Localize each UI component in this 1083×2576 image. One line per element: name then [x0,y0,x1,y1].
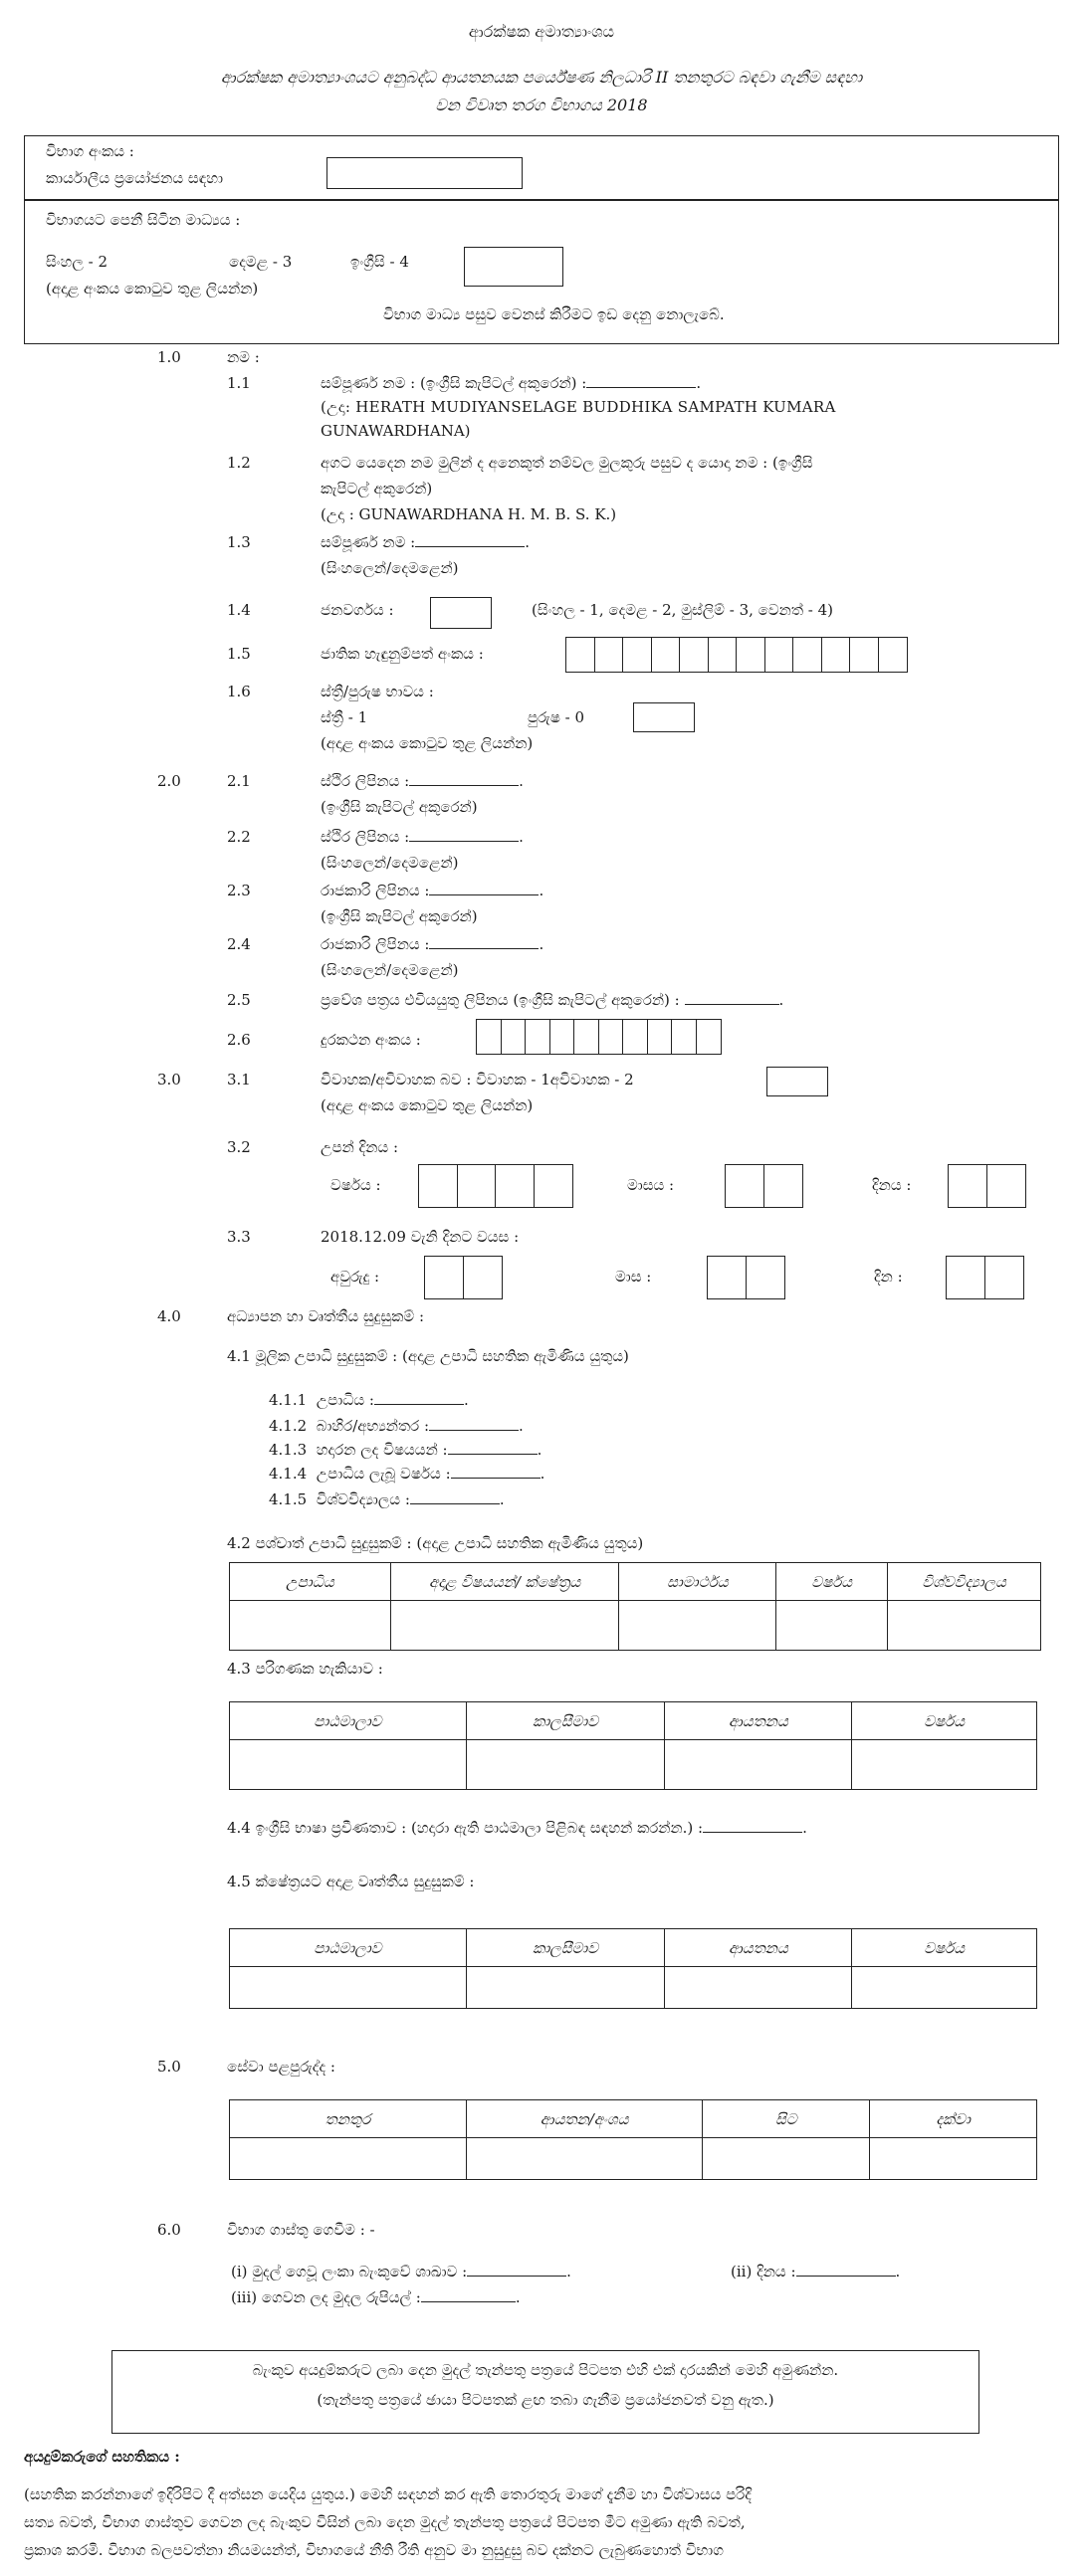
s2-1-label-row: ස්ථිර ලිපිනය : . [321,772,524,790]
s4-4-label: 4.4 ඉංග්‍රීසි භාෂා ප්‍රවීණතාව : (හදාරා ඇති පාඨමාලා පිළිබඳ සඳහන් කරන්න.) : [227,1819,704,1837]
table-cell[interactable] [665,1740,852,1790]
s1-4-number: 1.4 [227,601,251,619]
age-months-label: මාස : [615,1268,652,1286]
exam-title-line2: වන විවෘත තරග විභාගය 2018 [435,96,648,114]
pg-col-subjects: අදාළ විෂයයන්/ ක්ෂේත්‍රය [390,1563,619,1601]
dob-year-cell[interactable] [457,1164,497,1208]
s6-i-row: (i) මුදල් ගෙවූ ලංකා බැංකුවේ ශාඛාව : . [231,2263,571,2280]
s4-1-5-label: විශ්වවිද්‍යාලය : [316,1490,410,1508]
s2-1-number: 2.1 [227,772,251,790]
phone-cell[interactable] [696,1019,722,1055]
age-years-cell[interactable] [424,1256,464,1299]
s6-ii-row: (ii) දිනය : . [731,2263,901,2280]
age-years-label: අවුරුදු : [330,1268,380,1286]
nic-cell[interactable] [849,637,879,673]
phone-cell[interactable] [525,1019,550,1055]
ministry-title: ආරක්ෂක අමාත්‍යාංශය [468,22,615,41]
table-cell[interactable] [852,1740,1037,1790]
s6-i-label: (i) මුදල් ගෙවූ ලංකා බැංකුවේ ශාඛාව : [231,2263,468,2280]
s4-1-5-field[interactable] [410,1503,500,1504]
dob-day-cell[interactable] [948,1164,987,1208]
medium-note: විභාග මාධ්‍ය පසුව වෙනස් කිරීමට ඉඩ දෙනු නොලැබේ. [383,305,725,323]
certificate-line3: ප්‍රකාශ කරමි. විභාග බලපවත්නා නියමයන්ත්, විභාගයේ නීති රීති අනුව මා නුසුදුසු බව දක්නට ලැබුණහොත් විභාග [24,2541,724,2559]
pg-col-pass: සාමාර්ථය [619,1563,776,1601]
s1-2-label2: කැපිටල් අකුරෙන්) [321,480,433,497]
s2-5-field[interactable] [685,1004,779,1005]
table-cell[interactable] [390,1601,619,1651]
s4-1-1-field[interactable] [374,1404,464,1405]
table-cell[interactable] [888,1601,1041,1651]
s1-2-example: (උදා : GUNAWARDHANA H. M. B. S. K.) [321,505,617,523]
s1-1-example2: GUNAWARDHANA) [321,422,471,440]
s4-4-row: 4.4 ඉංග්‍රීසි භාෂා ප්‍රවීණතාව : (හදාරා ඇති පාඨමාලා පිළිබඳ සඳහන් කරන්න.) : . [227,1819,807,1837]
pg-col-degree: උපාධිය [230,1563,391,1601]
table-cell[interactable] [230,1740,467,1790]
gender-input[interactable] [633,702,695,732]
age-months-cell[interactable] [707,1256,747,1299]
s4-5-label: 4.5 ක්ෂේත්‍රයට අදාළ වෘත්තීය සුදුසුකම් : [227,1873,475,1890]
s2-4-label-row: රාජකාරි ලිපිනය : . [321,935,544,953]
s1-6-label: ස්ත්‍රී/පුරුෂ භාවය : [321,683,434,700]
s1-6-number: 1.6 [227,683,251,700]
dob-day-cell[interactable] [986,1164,1026,1208]
s4-1-5-number: 4.1.5 [269,1490,308,1508]
s2-5-label: ප්‍රවේශ පත්‍රය එවියයුතු ලිපිනය (ඉංග්‍රීසි කැපිටල් අකුරෙන්) : [321,991,680,1009]
dob-year-cell[interactable] [495,1164,535,1208]
pg-col-university: විශ්වවිද්‍යාලය [888,1563,1041,1601]
phone-cell[interactable] [549,1019,575,1055]
s3-number: 3.0 [157,1071,181,1089]
s4-1-2-row: 4.1.2 බාහිර/අභ්‍යන්තර : . [269,1417,524,1435]
s4-1-2-label: බාහිර/අභ්‍යන්තර : [316,1417,430,1435]
s4-1-3-row: 4.1.3 හදාරන ලද විෂයයන් : . [269,1441,542,1459]
pq-col-duration: කාලසීමාව [466,1929,665,1967]
phone-cell[interactable] [501,1019,527,1055]
dob-month-label: මාසය : [627,1176,675,1194]
cs-col-duration: කාලසීමාව [466,1702,665,1740]
s4-1-label: 4.1 මූලික උපාධි සුදුසුකම් : (අදාළ උපාධි සහතික ඇමිණිය යුතුය) [227,1347,629,1365]
nic-cell[interactable] [565,637,595,673]
s4-1-4-field[interactable] [451,1478,541,1479]
dob-year-cell[interactable] [534,1164,573,1208]
s2-2-label: ස්ථිර ලිපිනය : [321,828,410,846]
s2-1-sub: (ඉංග්‍රීසි කැපිටල් අකුරෙන්) [321,798,478,816]
exp-col-from: සිට [703,2100,870,2138]
s6-iii-field[interactable] [421,2301,516,2302]
s1-6-female: ස්ත්‍රී - 1 [321,708,368,726]
s2-6-label: දුරකථන අංකය : [321,1031,421,1049]
phone-cell[interactable] [622,1019,648,1055]
s4-1-2-field[interactable] [429,1430,519,1431]
table-cell[interactable] [852,1967,1037,2009]
dob-year-cells[interactable] [418,1164,573,1208]
phone-cell[interactable] [573,1019,599,1055]
dob-year-cell[interactable] [418,1164,458,1208]
table-cell[interactable] [466,1740,665,1790]
exp-col-post: තනතුර [230,2100,467,2138]
age-days-cell[interactable] [946,1256,985,1299]
age-days-cell[interactable] [984,1256,1024,1299]
bank-slip-note-box [111,2350,979,2434]
postgraduate-table [229,1562,1041,1651]
office-use-input[interactable] [326,157,523,189]
s1-3-number: 1.3 [227,533,251,551]
age-days-label: දින : [874,1268,903,1286]
cs-col-year: වර්ෂය [852,1702,1037,1740]
s6-iii-label: (iii) ගෙවන ලද මුදල රුපියල් : [231,2288,421,2306]
s4-1-3-field[interactable] [448,1454,538,1455]
s1-6-instruction: (අදාළ අංකය කොටුව තුළ ලියන්න) [321,734,534,752]
age-days-cells[interactable] [946,1256,1024,1299]
s2-4-field[interactable] [429,948,539,949]
s6-ii-field[interactable] [796,2276,896,2277]
s1-number: 1.0 [157,348,181,366]
medium-input[interactable] [464,247,563,287]
s1-4-options: (සිංහල - 1, දෙමළ - 2, මුස්ලිම් - 3, වෙනත් - 4) [532,601,834,619]
age-months-cell[interactable] [746,1256,785,1299]
s2-3-label-row: රාජකාරි ලිපිනය : . [321,882,544,899]
exam-title-line1: ආරක්ෂක අමාත්‍යාංශයට අනුබද්ධ ආයතනයක පර්යේෂණ නිලධාරි II තනතුරට බඳවා ගැනීම සඳහා [220,68,863,87]
s4-1-1-row: 4.1.1 උපාධිය : . [269,1391,469,1409]
table-row [230,1601,1041,1651]
age-years-cell[interactable] [463,1256,503,1299]
nic-cell[interactable] [764,637,794,673]
s3-3-label: 2018.12.09 වැනි දිනට වයස : [321,1228,520,1246]
table-cell[interactable] [230,1967,467,2009]
age-years-cells[interactable] [424,1256,503,1299]
phone-cell[interactable] [647,1019,673,1055]
s2-3-label: රාජකාරි ලිපිනය : [321,882,430,899]
pq-col-year: වර්ෂය [852,1929,1037,1967]
s4-number: 4.0 [157,1307,181,1325]
dob-month-cell[interactable] [763,1164,803,1208]
certificate-line2: සත්‍ය බවත්, විභාග ගාස්තුව ගෙවන ලද බැංකුව විසින් ලබා දෙන මුදල් තැන්පතු පත්‍රයේ පිටපත මීට අමුණා ඇති බවත්, [24,2513,746,2531]
table-cell[interactable] [703,2138,870,2180]
s4-1-1-number: 4.1.1 [269,1391,308,1409]
nic-cell[interactable] [878,637,908,673]
table-cell[interactable] [466,1967,665,2009]
table-cell[interactable] [870,2138,1037,2180]
dob-day-label: දිනය : [872,1176,912,1194]
medium-instruction: (අදාළ අංකය කොටුව තුළ ලියන්න) [46,280,259,297]
s4-3-label: 4.3 පරිගණක හැකියාව : [227,1660,383,1678]
s6-ii-label: (ii) දිනය : [731,2263,796,2280]
nic-cell[interactable] [594,637,624,673]
table-row [230,2138,1037,2180]
s6-iii-row: (iii) ගෙවන ලද මුදල රුපියල් : . [231,2288,521,2306]
s1-3-sub: (සිංහලෙන්/දෙමළෙන්) [321,559,459,577]
s3-2-label: උපන් දිනය : [321,1138,398,1156]
age-months-cells[interactable] [707,1256,785,1299]
nic-cell[interactable] [736,637,765,673]
s2-4-number: 2.4 [227,935,251,953]
nic-cell[interactable] [792,637,822,673]
certificate-line1: (සහතික කරන්නාගේ ඉදිරිපිට දී අත්සන යෙදිය යුතුය.) මෙහි සඳහන් කර ඇති තොරතුරු මාගේ දැනීම හා විශ්වාසය පරිදි [24,2485,752,2503]
s6-number: 6.0 [157,2221,181,2239]
s4-label: අධ්‍යාපන හා වෘත්තීය සුදුසුකම් : [227,1307,425,1325]
s1-4-label: ජනවර්ගය : [321,601,394,619]
s4-1-1-label: උපාධිය : [316,1391,374,1409]
phone-cell[interactable] [598,1019,624,1055]
s2-2-field[interactable] [409,841,519,842]
dob-day-cells[interactable] [948,1164,1026,1208]
nic-cell[interactable] [708,637,738,673]
s1-1-field[interactable] [586,387,696,388]
s2-6-number: 2.6 [227,1031,251,1049]
table-cell[interactable] [619,1601,776,1651]
s1-5-number: 1.5 [227,645,251,663]
cs-col-institute: ආයතනය [665,1702,852,1740]
s2-number: 2.0 [157,772,181,790]
dob-month-cell[interactable] [725,1164,764,1208]
dob-month-cells[interactable] [725,1164,803,1208]
s4-1-4-label: උපාධිය ලැබූ වර්ෂය : [316,1465,451,1483]
s4-1-3-label: හදාරන ලද විෂයයන් : [316,1441,448,1459]
s1-1-label: සම්පූර්ණ නම : (ඉංග්‍රීසි කැපිටල් අකුරෙන්) : [321,374,587,392]
dob-year-label: වර්ෂය : [330,1176,381,1194]
professional-qual-table [229,1928,1037,2009]
s3-2-number: 3.2 [227,1138,251,1156]
s1-2-number: 1.2 [227,454,251,472]
s4-4-field[interactable] [703,1832,802,1833]
experience-table [229,2099,1037,2180]
table-row [230,1967,1037,2009]
s3-1-label: විවාහක/අවිවාහක බව : විවාහක - 1අවිවාහක - 2 [321,1071,634,1089]
s2-1-label: ස්ථිර ලිපිනය : [321,772,410,790]
exp-col-to: දක්වා [870,2100,1037,2138]
s1-1-example1: (උදා: HERATH MUDIYANSELAGE BUDDHIKA SAMPATH KUMARA [321,398,836,416]
nic-cell[interactable] [651,637,681,673]
office-use-box [24,135,1059,201]
s2-1-field[interactable] [409,785,519,786]
marital-status-input[interactable] [766,1067,828,1096]
s3-1-number: 3.1 [227,1071,251,1089]
medium-label: විභාගයට පෙනී සිටින මාධ්‍යය : [46,211,241,229]
medium-tamil: දෙමළ - 3 [229,253,293,271]
exam-no-label: විභාග අංකය : [46,142,134,160]
nic-cell[interactable] [679,637,709,673]
s1-3-label-row: සම්පූර්ණ නම : . [321,533,530,551]
s1-3-field[interactable] [415,546,525,547]
s1-3-label: සම්පූර්ණ නම : [321,533,416,551]
s4-1-3-number: 4.1.3 [269,1441,308,1459]
nic-cell[interactable] [821,637,851,673]
nic-cell[interactable] [622,637,652,673]
s5-number: 5.0 [157,2058,181,2076]
s4-1-2-number: 4.1.2 [269,1417,308,1435]
bank-note-line1: බැංකුව අයදුම්කරුට ලබා දෙන මුදල් තැන්පතු පත්‍රයේ පිටපත එහි එක් දාරයකින් මෙහි අමුණන්න. [252,2361,839,2379]
s1-2-label1: අගට යෙදෙන නම මුලින් ද අනෙකුත් නම්වල මුලකුරු පසුව ද යොදා නම : (ඉංග්‍රීසි [321,454,813,472]
nic-input-cells[interactable] [565,637,908,673]
s6-label: විභාග ගාස්තු ගෙවීම : - [227,2221,375,2239]
s2-5-label-row: ප්‍රවේශ පත්‍රය එවියයුතු ලිපිනය (ඉංග්‍රීසි කැපිටල් අකුරෙන්) : . [321,991,784,1009]
s5-label: සේවා පළපුරුද්ද : [227,2058,335,2076]
s2-5-number: 2.5 [227,991,251,1009]
table-cell[interactable] [776,1601,888,1651]
s2-2-label-row: ස්ථිර ලිපිනය : . [321,828,524,846]
s1-5-label: ජාතික හැඳුනුම්පත් අංකය : [321,645,484,663]
s4-1-4-number: 4.1.4 [269,1465,308,1483]
pq-col-institute: ආයතනය [665,1929,852,1967]
table-cell[interactable] [230,2138,467,2180]
s2-3-number: 2.3 [227,882,251,899]
bank-note-line2: (තැන්පතු පත්‍රයේ ඡායා පිටපතක් ළඟ තබා ගැනීම ප්‍රයෝජනවත් වනු ඇත.) [317,2391,774,2409]
table-cell[interactable] [665,1967,852,2009]
phone-input-cells[interactable] [476,1019,722,1055]
phone-cell[interactable] [671,1019,697,1055]
s2-2-number: 2.2 [227,828,251,846]
s2-3-field[interactable] [429,894,539,895]
s1-6-male: පුරුෂ - 0 [528,708,584,726]
s3-1-instruction: (අදාළ අංකය කොටුව තුළ ලියන්න) [321,1096,534,1114]
s4-1-4-row: 4.1.4 උපාධිය ලැබූ වර්ෂය : . [269,1465,545,1483]
table-cell[interactable] [466,2138,703,2180]
pg-col-year: වර්ෂය [776,1563,888,1601]
medium-sinhala: සිංහල - 2 [46,253,108,271]
s1-1-label-row: සම්පූර්ණ නම : (ඉංග්‍රීසි කැපිටල් අකුරෙන්) : . [321,374,702,392]
table-row [230,1740,1037,1790]
s3-3-number: 3.3 [227,1228,251,1246]
s1-1-number: 1.1 [227,374,251,392]
ethnicity-input[interactable] [430,597,492,629]
s2-2-sub: (සිංහලෙන්/දෙමළෙන්) [321,854,459,872]
s2-4-sub: (සිංහලෙන්/දෙමළෙන්) [321,961,459,979]
exp-col-institute: ආයතන/අංශය [466,2100,703,2138]
s6-i-field[interactable] [467,2276,566,2277]
s4-1-5-row: 4.1.5 විශ්වවිද්‍යාලය : . [269,1490,505,1508]
medium-english: ඉංග්‍රීසි - 4 [350,253,409,271]
phone-cell[interactable] [476,1019,502,1055]
applicant-certificate-title: අයදුම්කරුගේ සහතිකය : [24,2448,180,2466]
office-use-label: කාර්යාලීය ප්‍රයෝජනය සඳහා [46,169,224,187]
s2-4-label: රාජකාරි ලිපිනය : [321,935,430,953]
s1-label: නම : [227,348,260,366]
pq-col-course: පාඨමාලාව [230,1929,467,1967]
s4-2-label: 4.2 පශ්චාත් උපාධි සුදුසුකම් : (අදාළ උපාධි සහතික ඇමිණිය යුතුය) [227,1534,644,1552]
cs-col-course: පාඨමාලාව [230,1702,467,1740]
computer-skills-table [229,1701,1037,1790]
s2-3-sub: (ඉංග්‍රීසි කැපිටල් අකුරෙන්) [321,907,478,925]
table-cell[interactable] [230,1601,391,1651]
